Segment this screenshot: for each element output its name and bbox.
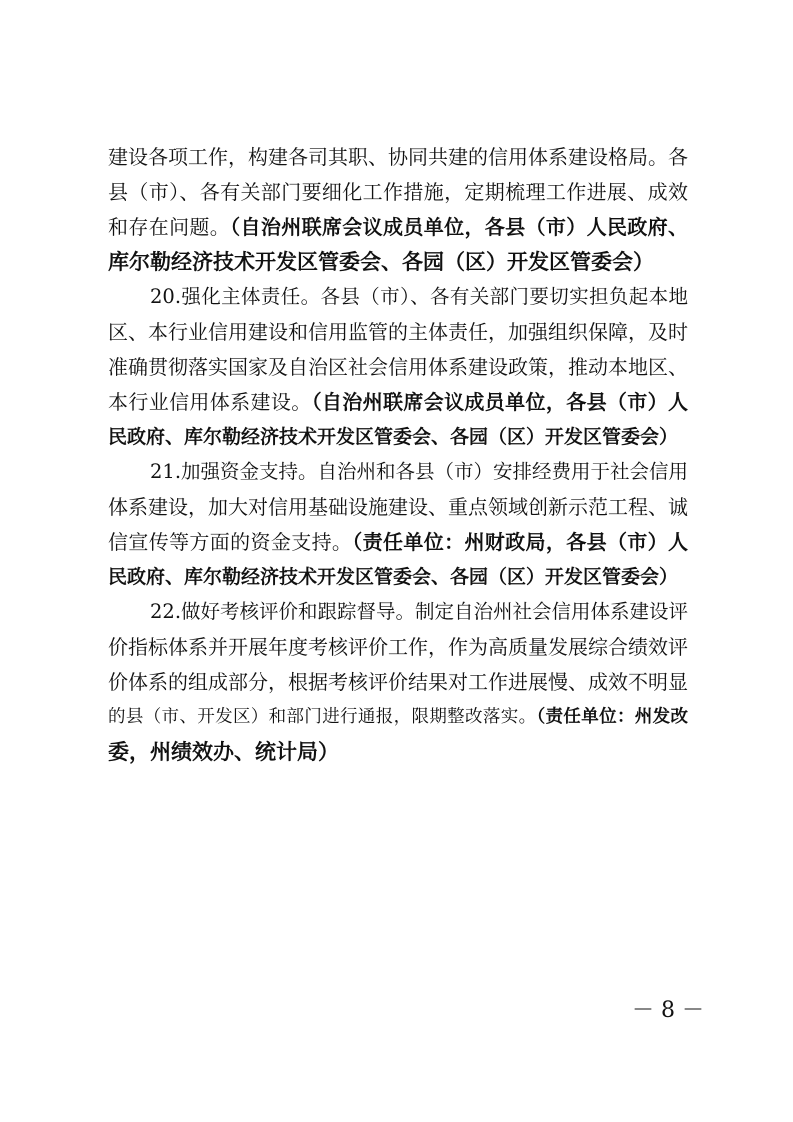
text-line	[108, 419, 688, 455]
text-run: 县（市）、各有关部门要细化工作措施，定期梳理工作进展、成效	[108, 180, 688, 204]
bold-text-run: 库尔勒经济技术开发区管委会、各园（区）开发区管委会）	[108, 250, 654, 274]
text-line	[108, 139, 688, 175]
text-run: 建设各项工作，构建各司其职、协同共建的信用体系建设格局。各	[108, 145, 688, 169]
text-line	[108, 734, 688, 770]
text-run: 体系建设，加大对信用基础设施建设、重点领域创新示范工程、诚	[108, 495, 688, 519]
text-run: 20.强化主体责任。各县（市）、各有关部门要切实担负起本地	[150, 285, 688, 308]
paragraph-heading-line	[150, 279, 688, 315]
bold-text-run: （自治州联席会议成员单位，各县（市）人	[311, 390, 688, 414]
text-line	[108, 244, 688, 280]
text-run: 价指标体系并开展年度考核评价工作，作为高质量发展综合绩效评	[108, 635, 688, 659]
text-line	[108, 699, 688, 735]
text-line	[108, 629, 688, 665]
bold-text-run: （自治州联席会议成员单位，各县（市）人民政府、	[230, 215, 688, 239]
text-run: 区、本行业信用建设和信用监管的主体责任，加强组织保障，及时	[108, 320, 688, 344]
paragraph-heading-line	[150, 454, 688, 490]
text-line	[108, 209, 688, 245]
bold-text-run: 民政府、库尔勒经济技术开发区管委会、各园（区）开发区管委会）	[108, 566, 679, 588]
text-line	[108, 349, 688, 385]
text-line	[108, 559, 688, 595]
text-line	[108, 489, 688, 525]
text-run: 21.加强资金支持。自治州和各县（市）安排经费用于社会信用	[150, 460, 688, 483]
text-line	[108, 664, 688, 700]
text-line	[108, 384, 688, 420]
bold-text-run: 民政府、库尔勒经济技术开发区管委会、各园（区）开发区管委会）	[108, 426, 679, 448]
text-line	[108, 314, 688, 350]
text-run: 的县（市、开发区）和部门进行通报，限期整改落实。	[108, 707, 537, 727]
bold-text-run: （责任单位：州发改	[536, 707, 688, 727]
paragraph-heading-line	[150, 594, 688, 630]
text-line	[108, 174, 688, 210]
bold-text-run: （责任单位：州财政局，各县（市）人	[352, 530, 688, 554]
text-run: 和存在问题。	[108, 215, 231, 239]
bold-text-run: 委，州绩效办、统计局）	[108, 740, 339, 764]
text-run: 22.做好考核评价和跟踪督导。制定自治州社会信用体系建设评	[150, 600, 688, 623]
text-run: 价体系的组成部分，根据考核评价结果对工作进展慢、成效不明显	[108, 670, 688, 694]
text-run: 准确贯彻落实国家及自治区社会信用体系建设政策，推动本地区、	[108, 355, 688, 379]
text-run: 信宣传等方面的资金支持。	[108, 530, 353, 554]
text-run: 本行业信用体系建设。	[108, 390, 312, 414]
page-number: － 8 －	[632, 998, 704, 1023]
text-line	[108, 524, 688, 560]
